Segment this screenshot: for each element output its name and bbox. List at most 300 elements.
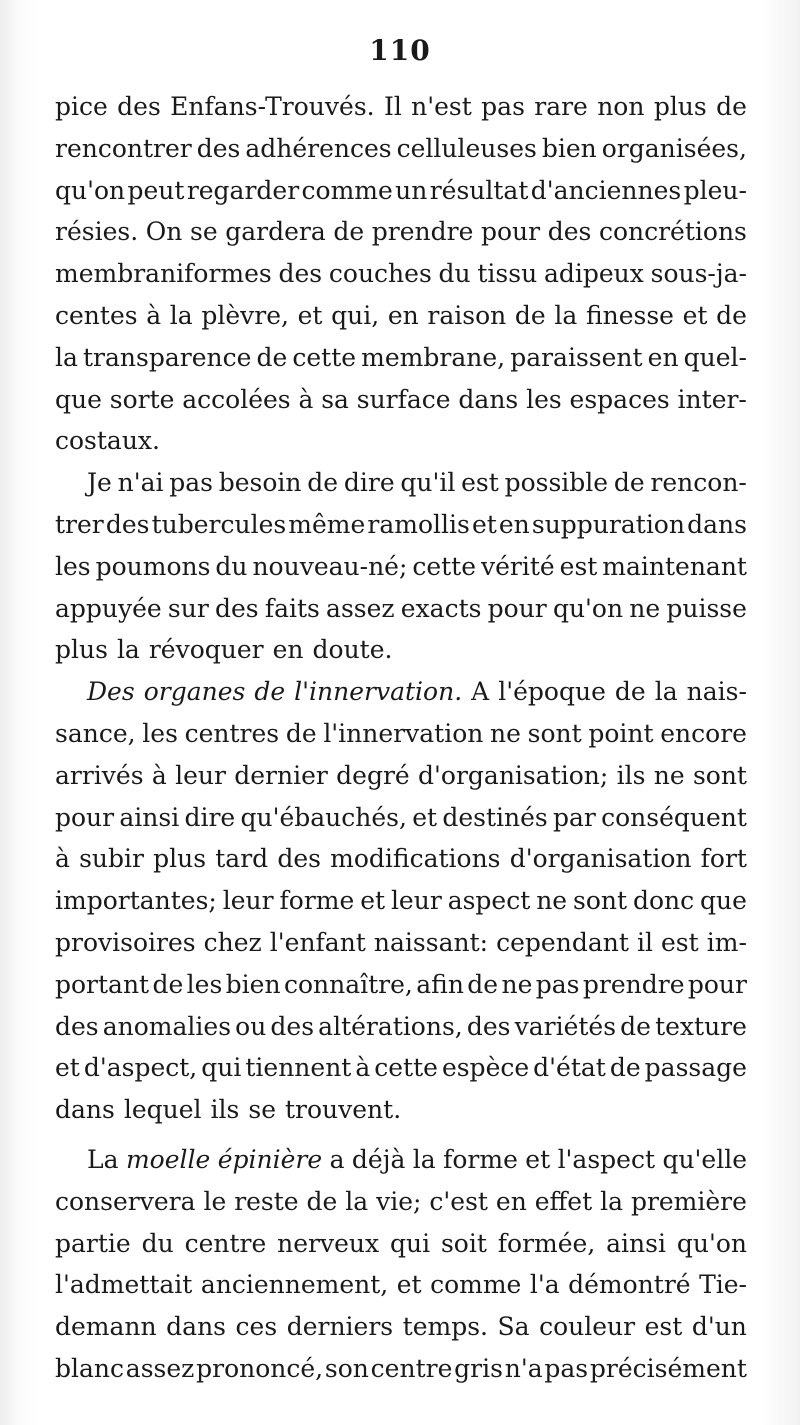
- word: On: [145, 217, 183, 247]
- word: comme: [430, 1270, 522, 1300]
- word: tissu: [477, 259, 538, 289]
- word: Je: [87, 468, 112, 498]
- word: de: [613, 468, 645, 498]
- word: couches: [328, 259, 432, 289]
- word: espaces: [569, 384, 670, 414]
- word: le: [203, 1186, 227, 1216]
- word: et: [412, 802, 438, 832]
- word: connaître,: [283, 969, 413, 999]
- word: première: [630, 1186, 747, 1216]
- text-line: [55, 1306, 747, 1348]
- word: dans: [687, 509, 747, 539]
- word: en: [498, 509, 530, 539]
- word: précisément: [589, 1353, 747, 1383]
- word: du: [438, 259, 471, 289]
- word: à: [355, 1053, 371, 1083]
- word: centre: [370, 1353, 453, 1383]
- word: La: [87, 1144, 119, 1174]
- word: la: [600, 1186, 623, 1216]
- word: en: [387, 300, 419, 330]
- word: lequel: [123, 1095, 202, 1125]
- text-line: [55, 379, 747, 421]
- word: appuyée: [55, 593, 162, 623]
- text-line: [55, 504, 747, 546]
- word: d'aspect,: [83, 1053, 198, 1083]
- text-line: [55, 337, 747, 379]
- text-line: [55, 964, 747, 1006]
- word: pleu-: [683, 175, 747, 205]
- word: l'époque: [498, 677, 606, 707]
- word: des: [55, 1011, 99, 1041]
- word: de: [716, 300, 747, 330]
- word: que: [55, 384, 102, 414]
- word: n'a: [504, 1353, 543, 1383]
- word: des: [466, 1011, 511, 1041]
- word: pas: [535, 969, 580, 999]
- text-line: [55, 86, 747, 128]
- word: ne: [490, 718, 521, 748]
- word: de: [609, 1053, 641, 1083]
- word: et: [55, 1053, 80, 1083]
- word: assez: [125, 1353, 195, 1383]
- word: sorte: [109, 384, 175, 414]
- word: et: [471, 509, 497, 539]
- text-line: [55, 671, 747, 713]
- word: il: [636, 927, 653, 957]
- word: des: [270, 1011, 315, 1041]
- text-line: [55, 1006, 747, 1048]
- text-line: [55, 880, 747, 922]
- word: sa: [321, 384, 349, 414]
- word: quel-: [683, 342, 747, 372]
- word: ne: [629, 593, 661, 623]
- word: concrétions: [598, 217, 747, 247]
- word: non: [597, 92, 645, 121]
- word: tubercules: [151, 509, 287, 539]
- word: des: [196, 133, 241, 163]
- word: sont: [692, 760, 747, 790]
- word: vérité: [480, 551, 555, 581]
- word: finesse: [585, 300, 674, 330]
- word: prendre: [371, 217, 474, 247]
- word: sont: [527, 718, 582, 748]
- word: qu'on: [676, 1228, 747, 1258]
- word: plus: [55, 635, 108, 665]
- word: partie: [55, 1228, 131, 1258]
- word: la: [412, 1144, 436, 1174]
- word: pas: [544, 1353, 589, 1383]
- word: de: [614, 677, 646, 707]
- word: gardera: [225, 217, 326, 247]
- word: son: [324, 1353, 369, 1383]
- word: Tie-: [699, 1270, 747, 1300]
- word: plèvre,: [201, 300, 289, 330]
- word: raison: [427, 300, 507, 330]
- word: Il: [383, 92, 402, 121]
- word: de: [152, 969, 184, 999]
- word: la: [169, 300, 193, 330]
- word: qu'on: [55, 175, 126, 205]
- word: portant: [55, 969, 150, 999]
- word: cette: [292, 342, 357, 372]
- word: comme: [301, 175, 393, 205]
- word: inter-: [677, 384, 747, 414]
- word: résies.: [55, 217, 139, 247]
- word: la: [554, 300, 578, 330]
- word: de: [333, 217, 365, 247]
- word: en: [647, 342, 679, 372]
- word: centre: [184, 1228, 267, 1258]
- word: costaux.: [55, 426, 160, 456]
- word: l'a: [529, 1270, 560, 1300]
- word: ainsi: [606, 1228, 666, 1258]
- word: du: [215, 551, 248, 581]
- word: des: [117, 92, 161, 121]
- word: Des: [87, 677, 135, 707]
- word: et: [525, 1144, 551, 1174]
- word: n'ai: [117, 468, 164, 498]
- word: espèce: [441, 1053, 530, 1083]
- word: blanc: [55, 1353, 125, 1383]
- word: ils: [616, 760, 646, 790]
- word: forme: [443, 1144, 518, 1174]
- word: derniers: [286, 1312, 394, 1342]
- word: nerveux: [277, 1228, 380, 1258]
- text-line: [55, 922, 747, 964]
- word: ne: [536, 886, 568, 916]
- word: dans: [55, 1095, 115, 1125]
- text-line: [55, 462, 747, 504]
- word: des: [105, 509, 150, 539]
- word: de: [306, 1186, 338, 1216]
- word: centes: [55, 300, 138, 330]
- word: la: [654, 677, 678, 707]
- word: ils: [210, 1095, 240, 1125]
- word: adipeux: [543, 259, 644, 289]
- word: ramollis: [367, 509, 470, 539]
- word: rare: [534, 92, 588, 121]
- word: pour: [480, 217, 541, 247]
- word: exacts: [400, 593, 482, 623]
- word: conservera: [55, 1186, 196, 1216]
- word: à: [55, 844, 70, 874]
- word: de: [285, 718, 317, 748]
- word: regarder: [186, 175, 300, 205]
- word: tiennent: [245, 1053, 352, 1083]
- word: poumons: [95, 551, 211, 581]
- word: chez: [203, 927, 262, 957]
- word: et: [297, 300, 323, 330]
- word: est: [461, 468, 499, 498]
- word: conséquent: [601, 802, 747, 832]
- word: l'innervation: [323, 718, 484, 748]
- word: paraissent: [510, 342, 643, 372]
- word: les: [55, 551, 91, 581]
- word: dire: [343, 468, 395, 498]
- word: d'état: [533, 1053, 606, 1083]
- word: destinés: [442, 802, 548, 832]
- word: qui: [389, 1228, 431, 1258]
- word: pas: [169, 468, 213, 498]
- word: dans: [458, 384, 519, 414]
- word: forme: [279, 886, 355, 916]
- word: ne: [653, 760, 685, 790]
- text-line: [55, 211, 747, 253]
- word: est: [661, 927, 699, 957]
- text-line: [55, 1181, 747, 1223]
- word: en: [495, 1186, 527, 1216]
- word: demann: [55, 1312, 157, 1342]
- word: adhérences: [245, 133, 392, 163]
- word: c'est: [429, 1186, 488, 1216]
- word: dernier: [234, 760, 328, 790]
- word: importantes;: [55, 886, 217, 916]
- word: degré: [336, 760, 410, 790]
- word: à: [151, 760, 167, 790]
- word: texture: [655, 1011, 747, 1041]
- text-line: [55, 1264, 747, 1306]
- word: donc: [632, 886, 695, 916]
- word: démontré: [568, 1270, 691, 1300]
- text-line: [55, 253, 747, 295]
- text-line: [55, 629, 747, 671]
- word: les: [526, 384, 562, 414]
- word: d'organisation: [509, 844, 692, 874]
- word: pour: [55, 802, 115, 832]
- word: se: [189, 217, 218, 247]
- word: la: [116, 635, 140, 665]
- word: faits: [264, 593, 320, 623]
- word: membrane,: [361, 342, 506, 372]
- paragraph-gap: [55, 1131, 747, 1139]
- body-text: [55, 86, 747, 1390]
- word: surface: [356, 384, 451, 414]
- word: variétés: [514, 1011, 617, 1041]
- word: d'un: [691, 1312, 747, 1342]
- word: celluleuses: [396, 133, 537, 163]
- word: et: [360, 886, 386, 916]
- text-line: [55, 1047, 747, 1089]
- word: anciennement,: [200, 1270, 389, 1300]
- word: rencon-: [650, 468, 747, 498]
- word: par: [553, 802, 596, 832]
- word: Enfans-Trouvés.: [170, 92, 375, 121]
- word: im-: [706, 927, 747, 957]
- word: d'organisation;: [418, 760, 609, 790]
- word: pas: [481, 92, 525, 121]
- text-line: [55, 128, 747, 170]
- word: bien: [225, 969, 281, 999]
- word: vie;: [376, 1186, 422, 1216]
- word: résultat: [429, 175, 529, 205]
- word: de: [256, 342, 288, 372]
- word: aspect: [447, 886, 531, 916]
- word: la: [345, 1186, 369, 1216]
- word: de: [467, 969, 499, 999]
- word: de: [716, 92, 747, 121]
- word: trer: [55, 509, 104, 539]
- word: gris: [454, 1353, 503, 1383]
- word: organisées,: [601, 133, 747, 163]
- word: les: [186, 969, 223, 999]
- word: se: [248, 1095, 276, 1125]
- word: passage: [644, 1053, 747, 1083]
- word: à: [298, 384, 314, 414]
- word: à: [146, 300, 162, 330]
- word: peut: [127, 175, 185, 205]
- text-line: [55, 713, 747, 755]
- word: modifications: [330, 844, 501, 874]
- word: sance,: [55, 718, 136, 748]
- word: ou: [235, 1011, 267, 1041]
- word: leur: [222, 886, 274, 916]
- text-line: [55, 755, 747, 797]
- word: rencontrer: [55, 133, 192, 163]
- word: sur: [167, 593, 209, 623]
- text-line: [55, 295, 747, 337]
- word: encore: [660, 718, 747, 748]
- word: fort: [700, 844, 747, 874]
- word: en: [272, 635, 304, 665]
- word: de: [307, 468, 339, 498]
- word: afin: [416, 969, 464, 999]
- word: ainsi: [119, 802, 180, 832]
- word: de: [620, 1011, 651, 1041]
- word: et: [396, 1270, 422, 1300]
- word: tard: [215, 844, 269, 874]
- word: accolées: [182, 384, 291, 414]
- text-line: [55, 1223, 747, 1265]
- text-line: [55, 1139, 747, 1181]
- word: un: [395, 175, 428, 205]
- word: reste: [234, 1186, 299, 1216]
- word: pour: [687, 969, 747, 999]
- word: et: [682, 300, 708, 330]
- word: plus: [153, 844, 207, 874]
- word: est: [559, 551, 598, 581]
- page-number: 110: [369, 34, 431, 67]
- word: révoquer: [148, 635, 264, 665]
- word: n'est: [411, 92, 472, 121]
- word: trouvent.: [284, 1095, 402, 1125]
- word: qu'il: [400, 468, 456, 498]
- word: temps.: [402, 1312, 488, 1342]
- word: sous-ja-: [650, 259, 747, 289]
- word: maintenant: [602, 551, 747, 581]
- word: possible: [504, 468, 609, 498]
- text-line: [55, 546, 747, 588]
- word: de: [254, 677, 286, 707]
- word: dire: [184, 802, 236, 832]
- word: l'enfant: [269, 927, 366, 957]
- word: doute.: [312, 635, 393, 665]
- word: pour: [487, 593, 547, 623]
- word: sont: [573, 886, 628, 916]
- word: formée,: [497, 1228, 596, 1258]
- text-line: [55, 797, 747, 839]
- word: prononcé,: [196, 1353, 324, 1383]
- word: leur: [175, 760, 226, 790]
- word: provisoires: [55, 927, 196, 957]
- word: cette: [374, 1053, 438, 1083]
- word: effet: [534, 1186, 593, 1216]
- word: moelle: [125, 1144, 211, 1174]
- word: que: [700, 886, 747, 916]
- text-line: [55, 1089, 747, 1131]
- word: Sa: [497, 1312, 530, 1342]
- word: d'anciennes: [530, 175, 682, 205]
- word: transparence: [83, 342, 252, 372]
- word: du: [141, 1228, 174, 1258]
- word: la: [55, 342, 78, 372]
- word: qu'on: [552, 593, 624, 623]
- text-line: [55, 838, 747, 880]
- word: soit: [440, 1228, 487, 1258]
- word: naissant:: [373, 927, 489, 957]
- word: qu'elle: [662, 1144, 747, 1174]
- word: des: [215, 593, 259, 623]
- word: point: [588, 718, 654, 748]
- word: nouveau-né;: [252, 551, 408, 581]
- word: de: [514, 300, 546, 330]
- word: des: [547, 217, 592, 247]
- word: dans: [166, 1312, 226, 1342]
- word: puisse: [666, 593, 747, 623]
- word: l'admettait: [55, 1270, 193, 1300]
- word: assez: [326, 593, 395, 623]
- text-line: [55, 1348, 747, 1390]
- text-line: [55, 420, 747, 462]
- word: anomalies: [102, 1011, 232, 1041]
- word: suppuration: [531, 509, 685, 539]
- word: qu'ébauchés,: [240, 802, 407, 832]
- word: l'innervation.: [294, 677, 463, 707]
- word: subir: [79, 844, 144, 874]
- word: centres: [184, 718, 280, 748]
- word: ne: [501, 969, 533, 999]
- word: même: [288, 509, 366, 539]
- text-line: [55, 588, 747, 630]
- word: des: [277, 844, 321, 874]
- word: nais-: [686, 677, 747, 707]
- word: est: [644, 1312, 683, 1342]
- word: cette: [412, 551, 477, 581]
- word: besoin: [218, 468, 302, 498]
- word: leur: [390, 886, 442, 916]
- word: cependant: [496, 927, 629, 957]
- word: déjà: [351, 1144, 406, 1174]
- word: plus: [653, 92, 707, 121]
- word: des: [278, 259, 323, 289]
- word: organes: [143, 677, 246, 707]
- word: a: [329, 1144, 345, 1174]
- word: bien: [541, 133, 597, 163]
- word: l'aspect: [557, 1144, 656, 1174]
- word: membraniformes: [55, 259, 272, 289]
- word: les: [142, 718, 178, 748]
- word: épinière: [217, 1144, 323, 1174]
- word: A: [471, 677, 490, 707]
- word: couleur: [539, 1312, 636, 1342]
- word: prendre: [582, 969, 685, 999]
- word: ces: [235, 1312, 278, 1342]
- word: qui: [201, 1053, 242, 1083]
- word: pice: [55, 92, 108, 121]
- text-line: [55, 170, 747, 212]
- word: arrivés: [55, 760, 144, 790]
- word: qui,: [331, 300, 380, 330]
- word: altérations,: [318, 1011, 463, 1041]
